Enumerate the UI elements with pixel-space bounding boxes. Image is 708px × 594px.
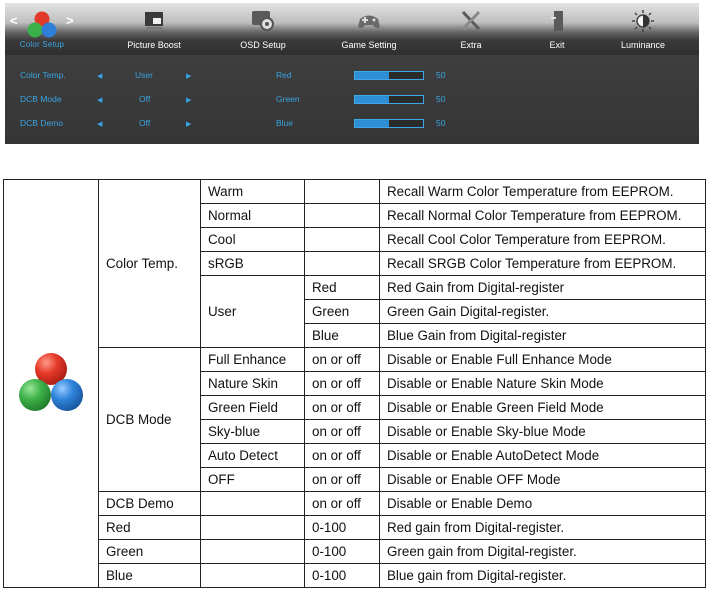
gamepad-icon bbox=[356, 9, 382, 33]
section-color-temp: Color Temp. bbox=[99, 180, 201, 348]
option-description: Blue Gain from Digital-register bbox=[380, 324, 706, 348]
osd-row-value: User bbox=[135, 70, 153, 80]
user-sub-green: Green bbox=[305, 300, 380, 324]
osd-gain-value: 50 bbox=[436, 94, 446, 104]
option-empty bbox=[201, 564, 305, 588]
slider-fill bbox=[355, 96, 389, 103]
osd-gain-value: 50 bbox=[436, 118, 446, 128]
option-description: Recall SRGB Color Temperature from EEPROM. bbox=[380, 252, 706, 276]
exit-door-icon bbox=[544, 9, 570, 33]
color-setup-icon bbox=[15, 350, 87, 414]
tab-game-setting[interactable] bbox=[324, 9, 414, 50]
option-description: Disable or Enable Demo bbox=[380, 492, 706, 516]
osd-row-dcb-demo[interactable] bbox=[5, 118, 699, 132]
tab-label: Exit bbox=[549, 40, 565, 50]
option-value: 0-100 bbox=[305, 564, 380, 588]
option-value: on or off bbox=[305, 372, 380, 396]
tab-label: Luminance bbox=[620, 40, 666, 50]
option-value: on or off bbox=[305, 444, 380, 468]
option-warm: Warm bbox=[201, 180, 305, 204]
option-off: OFF bbox=[201, 468, 305, 492]
table-row bbox=[4, 564, 706, 588]
option-description: Disable or Enable AutoDetect Mode bbox=[380, 444, 706, 468]
option-description: Disable or Enable Sky-blue Mode bbox=[380, 420, 706, 444]
option-value: on or off bbox=[305, 396, 380, 420]
osd-gain-label: Red bbox=[276, 70, 292, 80]
option-description: Red Gain from Digital-register bbox=[380, 276, 706, 300]
triangle-left-icon[interactable]: ◀ bbox=[97, 121, 103, 128]
osd-row-label: Color Temp. bbox=[20, 70, 66, 80]
option-empty bbox=[201, 540, 305, 564]
tab-label: Picture Boost bbox=[127, 40, 181, 50]
option-auto-detect: Auto Detect bbox=[201, 444, 305, 468]
option-description: Recall Cool Color Temperature from EEPROM. bbox=[380, 228, 706, 252]
option-description: Green Gain Digital-register. bbox=[380, 300, 706, 324]
option-value: on or off bbox=[305, 492, 380, 516]
section-dcb-mode: DCB Mode bbox=[99, 348, 201, 492]
table-row bbox=[4, 180, 706, 204]
osd-row-dcb-mode[interactable] bbox=[5, 94, 699, 108]
option-cool: Cool bbox=[201, 228, 305, 252]
triangle-left-icon[interactable]: ◀ bbox=[97, 97, 103, 104]
option-srgb: sRGB bbox=[201, 252, 305, 276]
table-row bbox=[4, 492, 706, 516]
blue-gain-slider[interactable] bbox=[354, 119, 424, 128]
option-empty bbox=[201, 492, 305, 516]
option-user: User bbox=[201, 276, 305, 348]
option-value bbox=[305, 180, 380, 204]
color-setup-icon-cell bbox=[4, 180, 99, 588]
option-value bbox=[305, 252, 380, 276]
section-red: Red bbox=[99, 516, 201, 540]
user-sub-red: Red bbox=[305, 276, 380, 300]
picture-boost-icon bbox=[141, 9, 167, 33]
osd-row-label: DCB Mode bbox=[20, 94, 62, 104]
option-description: Disable or Enable Green Field Mode bbox=[380, 396, 706, 420]
osd-tab-bar bbox=[5, 3, 699, 55]
osd-gain-value: 50 bbox=[436, 70, 446, 80]
option-nature-skin: Nature Skin bbox=[201, 372, 305, 396]
option-description: Disable or Enable OFF Mode bbox=[380, 468, 706, 492]
tab-exit[interactable] bbox=[512, 9, 602, 50]
tab-extra[interactable] bbox=[426, 9, 516, 50]
tools-icon bbox=[458, 9, 484, 33]
tab-label: Extra bbox=[460, 40, 482, 50]
option-green-field: Green Field bbox=[201, 396, 305, 420]
osd-setup-icon bbox=[250, 9, 276, 33]
option-sky-blue: Sky-blue bbox=[201, 420, 305, 444]
option-value: on or off bbox=[305, 348, 380, 372]
osd-gain-label: Green bbox=[276, 94, 300, 104]
option-description: Recall Warm Color Temperature from EEPROM. bbox=[380, 180, 706, 204]
osd-row-label: DCB Demo bbox=[20, 118, 63, 128]
option-value bbox=[305, 228, 380, 252]
active-tab-label: Color Setup bbox=[19, 40, 65, 49]
table-row bbox=[4, 348, 706, 372]
option-description: Red gain from Digital-register. bbox=[380, 516, 706, 540]
osd-settings-panel bbox=[5, 55, 699, 144]
chevron-left-icon[interactable]: < bbox=[10, 13, 18, 28]
red-gain-slider[interactable] bbox=[354, 71, 424, 80]
option-description: Disable or Enable Full Enhance Mode bbox=[380, 348, 706, 372]
option-description: Green gain from Digital-register. bbox=[380, 540, 706, 564]
table-row bbox=[4, 540, 706, 564]
osd-row-color-temp[interactable] bbox=[5, 70, 699, 84]
option-value bbox=[305, 204, 380, 228]
option-value: on or off bbox=[305, 468, 380, 492]
osd-row-value: Off bbox=[139, 118, 151, 128]
tab-osd-setup[interactable] bbox=[218, 9, 308, 50]
slider-fill bbox=[355, 72, 389, 79]
osd-menu bbox=[5, 3, 699, 144]
option-value: 0-100 bbox=[305, 540, 380, 564]
section-dcb-demo: DCB Demo bbox=[99, 492, 201, 516]
table-row bbox=[4, 516, 706, 540]
chevron-right-icon[interactable]: > bbox=[66, 13, 74, 28]
option-normal: Normal bbox=[201, 204, 305, 228]
triangle-left-icon[interactable]: ◀ bbox=[97, 73, 103, 80]
triangle-right-icon[interactable]: ▶ bbox=[186, 97, 192, 104]
triangle-right-icon[interactable]: ▶ bbox=[186, 121, 192, 128]
color-setup-icon[interactable] bbox=[24, 10, 60, 40]
section-blue: Blue bbox=[99, 564, 201, 588]
brightness-icon bbox=[630, 9, 656, 33]
option-full-enhance: Full Enhance bbox=[201, 348, 305, 372]
tab-luminance[interactable] bbox=[598, 9, 688, 50]
slider-fill bbox=[355, 120, 389, 127]
triangle-right-icon[interactable]: ▶ bbox=[186, 73, 192, 80]
option-description: Disable or Enable Nature Skin Mode bbox=[380, 372, 706, 396]
tab-picture-boost[interactable] bbox=[109, 9, 199, 50]
user-sub-blue: Blue bbox=[305, 324, 380, 348]
option-value: on or off bbox=[305, 420, 380, 444]
option-description: Recall Normal Color Temperature from EEPROM. bbox=[380, 204, 706, 228]
option-empty bbox=[201, 516, 305, 540]
color-setup-table bbox=[3, 179, 706, 588]
osd-gain-label: Blue bbox=[276, 118, 294, 128]
tab-label: OSD Setup bbox=[240, 40, 286, 50]
section-green: Green bbox=[99, 540, 201, 564]
option-value: 0-100 bbox=[305, 516, 380, 540]
option-description: Blue gain from Digital-register. bbox=[380, 564, 706, 588]
osd-row-value: Off bbox=[139, 94, 151, 104]
green-gain-slider[interactable] bbox=[354, 95, 424, 104]
tab-label: Game Setting bbox=[341, 40, 397, 50]
